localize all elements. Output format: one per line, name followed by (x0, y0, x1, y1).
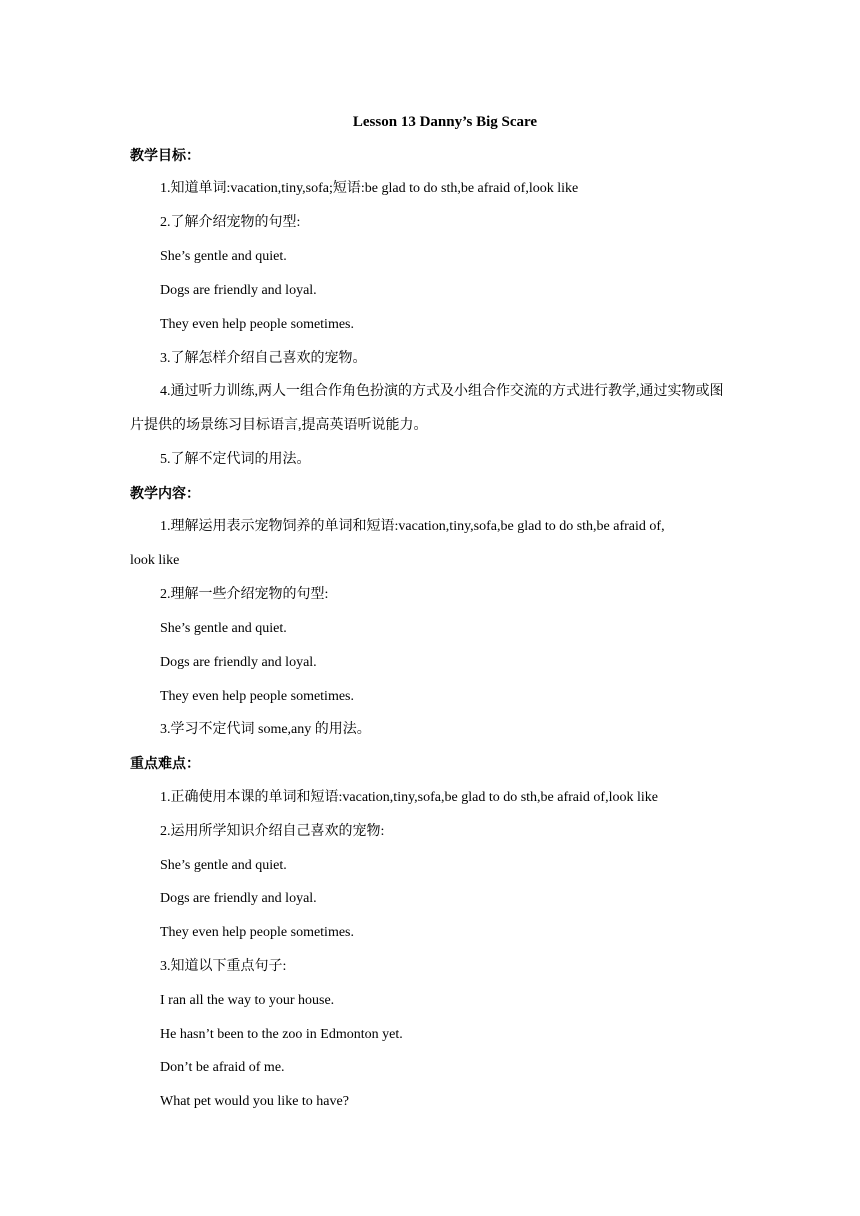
objective-line: 3.了解怎样介绍自己喜欢的宠物。 (160, 351, 367, 366)
example-sentence: They even help people sometimes. (160, 317, 354, 332)
key-sentence: Don’t be afraid of me. (160, 1060, 285, 1075)
example-sentence: She’s gentle and quiet. (160, 621, 287, 636)
example-sentence: Dogs are friendly and loyal. (160, 655, 317, 670)
key-point-line: 3.知道以下重点句子: (160, 959, 287, 974)
objective-line: 2.了解介绍宠物的句型: (160, 215, 301, 230)
example-sentence: They even help people sometimes. (160, 689, 354, 704)
section-heading-content: 教学内容： (130, 486, 200, 502)
example-sentence: Dogs are friendly and loyal. (160, 891, 317, 906)
example-sentence: She’s gentle and quiet. (160, 249, 287, 264)
key-sentence: What pet would you like to have? (160, 1094, 349, 1109)
key-sentence: He hasn’t been to the zoo in Edmonton yet. (160, 1027, 403, 1042)
key-sentence: I ran all the way to your house. (160, 993, 335, 1008)
content-line: 2.理解一些介绍宠物的句型: (160, 587, 329, 602)
key-point-line: 1.正确使用本课的单词和短语:vacation,tiny,sofa,be glad to do sth,be afraid of,look like (160, 790, 658, 805)
content-line: 3.学习不定代词 some,any 的用法。 (160, 722, 371, 737)
example-sentence: She’s gentle and quiet. (160, 858, 287, 873)
key-point-line: 2.运用所学知识介绍自己喜欢的宠物: (160, 824, 385, 839)
section-heading-objectives: 教学目标： (130, 148, 200, 164)
objective-paragraph: 4.通过听力训练,两人一组合作角色扮演的方式及小组合作交流的方式进行教学,通过实物或图片提供的场景练习目标语言,提高英语听说能力。 (130, 384, 724, 433)
section-heading-key-points: 重点难点： (130, 756, 200, 772)
example-sentence: They even help people sometimes. (160, 925, 354, 940)
content-line-continued: look like (130, 553, 180, 568)
example-sentence: Dogs are friendly and loyal. (160, 283, 317, 298)
document-title: Lesson 13 Danny’s Big Scare (352, 114, 538, 130)
objective-line: 1.知道单词:vacation,tiny,sofa;短语:be glad to do sth,be afraid of,look like (160, 181, 579, 196)
content-line: 1.理解运用表示宠物饲养的单词和短语:vacation,tiny,sofa,be glad to do sth,be afraid of, (160, 519, 665, 534)
objective-line: 5.了解不定代词的用法。 (160, 452, 311, 467)
